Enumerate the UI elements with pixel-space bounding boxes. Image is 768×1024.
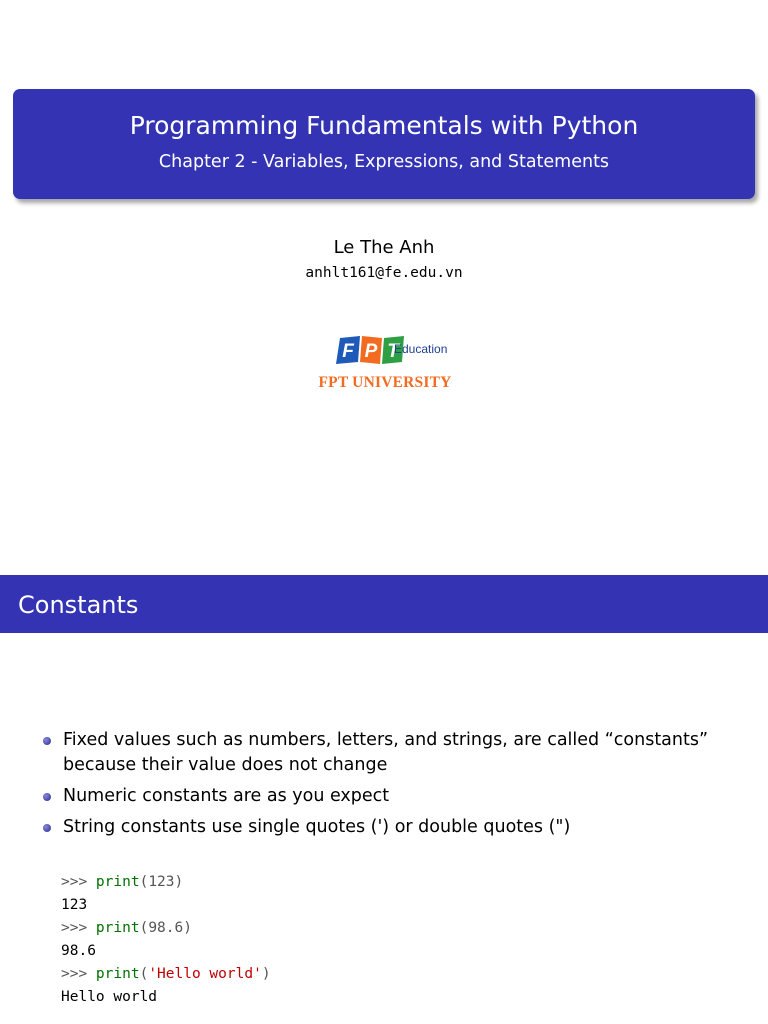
code-argument: 98.6: [148, 920, 184, 936]
code-function: print: [95, 966, 140, 982]
bullet-item: [40, 815, 740, 840]
code-paren: (: [139, 874, 149, 890]
presentation-subtitle: Chapter 2 - Variables, Expressions, and Statements: [158, 152, 610, 172]
bullet-item: [40, 728, 740, 778]
bullet-list: [40, 728, 740, 846]
code-prompt: >>>: [61, 874, 96, 890]
code-line: [61, 871, 271, 894]
code-prompt: >>>: [61, 966, 96, 982]
fpt-education-logo: [304, 318, 466, 402]
bullet-text: Fixed values such as numbers, letters, and strings, are called “constants” because their value does not change: [63, 730, 709, 775]
title-box: [13, 89, 755, 199]
code-paren: ): [183, 920, 192, 936]
logo-education-text: Education: [394, 342, 448, 356]
author-name: Le The Anh: [333, 237, 435, 258]
code-output: 123: [61, 897, 88, 913]
bullet-dot-icon: [43, 793, 51, 801]
code-paren: (: [139, 966, 149, 982]
code-line: [61, 917, 271, 940]
slide-title-bar: [0, 575, 768, 633]
code-string-argument: 'Hello world': [148, 966, 262, 982]
logo-university-text: FPT UNIVERSITY: [318, 374, 452, 391]
code-line: [61, 963, 271, 986]
bullet-item: [40, 784, 740, 809]
logo-letter-p: P: [364, 341, 378, 362]
slide-title: Constants: [18, 591, 139, 619]
author-email: anhlt161@fe.edu.vn: [305, 265, 463, 281]
code-output: Hello world: [61, 989, 158, 1005]
code-paren: (: [139, 920, 149, 936]
bullet-text: Numeric constants are as you expect: [63, 786, 390, 806]
code-paren: ): [174, 874, 184, 890]
logo-letter-f: F: [342, 341, 354, 362]
bullet-dot-icon: [43, 737, 51, 745]
code-output: 98.6: [61, 943, 96, 959]
code-function: print: [95, 920, 140, 936]
code-function: print: [95, 874, 140, 890]
bullet-dot-icon: [43, 824, 51, 832]
bullet-text: String constants use single quotes (') or double quotes ("): [63, 817, 571, 837]
code-block: [61, 871, 271, 1009]
code-prompt: >>>: [61, 920, 96, 936]
code-argument: 123: [148, 874, 175, 890]
logo-letter-t: T: [387, 341, 399, 362]
code-paren: ): [261, 966, 271, 982]
presentation-title: Programming Fundamentals with Python: [129, 111, 639, 140]
